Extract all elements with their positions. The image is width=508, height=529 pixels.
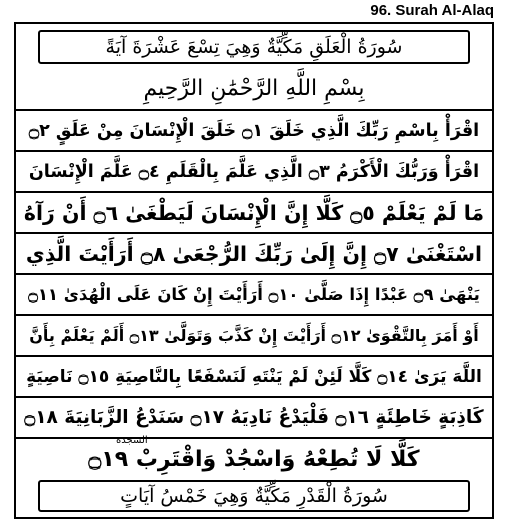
verse-line (16, 441, 492, 478)
verse-line (16, 316, 492, 355)
verse-line (16, 111, 492, 150)
verse-line-text: كَلَّا لَا تُطِعْهُ وَاسْجُدْ وَاقْتَرِبْ ۝١٩ (88, 447, 420, 472)
verse-line-text: مَا لَمْ يَعْلَمْ ۝٥ كَلَّا إِنَّ الْإِنْسَانَ لَيَطْغَىٰ ۝٦ أَنْ رَآهُ (23, 200, 485, 225)
next-surah-title: سُورَةُ الْقَدْرِ مَكِّيَّةٌ وَهِيَ خَمْسُ آيَاتٍ (120, 485, 388, 507)
surah-header-title: سُورَةُ الْعَلَقِ مَكِّيَّةٌ وَهِيَ تِسْعَ عَشْرَةَ آيَةً (105, 36, 403, 58)
verse-line-text: أَوْ أَمَرَ بِالتَّقْوَىٰ ۝١٢ أَرَأَيْتَ إِنْ كَذَّبَ وَتَوَلَّىٰ ۝١٣ أَلَمْ يَعْلَمْ بِأَنَّ (29, 326, 479, 345)
verse-line-text: اقْرَأْ وَرَبُّكَ الْأَكْرَمُ ۝٣ الَّذِي عَلَّمَ بِالْقَلَمِ ۝٤ عَلَّمَ الْإِنْسَانَ (28, 161, 480, 182)
verse-line-text: اسْتَغْنَىٰ ۝٧ إِنَّ إِلَىٰ رَبِّكَ الرُّجْعَىٰ ۝٨ أَرَأَيْتَ الَّذِي (25, 241, 483, 266)
verse-line-text: كَاذِبَةٍ خَاطِئَةٍ ۝١٦ فَلْيَدْعُ نَادِيَهُ ۝١٧ سَنَدْعُ الزَّبَانِيَةَ ۝١٨ (24, 407, 484, 428)
basmala-row (16, 68, 492, 108)
sajda-mark: السجدة (116, 435, 148, 446)
verse-line (16, 398, 492, 437)
verse-line (16, 152, 492, 191)
verse-line (16, 193, 492, 232)
verse-line-text: اقْرَأْ بِاسْمِ رَبِّكَ الَّذِي خَلَقَ ۝١ خَلَقَ الْإِنْسَانَ مِنْ عَلَقٍ ۝٢ (28, 120, 480, 141)
surah-header-ribbon (38, 30, 470, 64)
basmala-text: بِسْمِ اللَّهِ الرَّحْمَٰنِ الرَّحِيمِ (143, 75, 365, 101)
page-frame (14, 22, 494, 519)
verse-line (16, 275, 492, 314)
verse-line-text: اللَّهَ يَرَىٰ ۝١٤ كَلَّا لَئِنْ لَمْ يَنْتَهِ لَنَسْفَعًا بِالنَّاصِيَةِ ۝١٥ نَاصِيَةٍ (26, 367, 482, 387)
next-surah-ribbon (38, 480, 470, 512)
page-caption: 96. Surah Al-Alaq (370, 2, 494, 19)
verse-line (16, 357, 492, 396)
verse-line (16, 234, 492, 273)
verse-line-text: يَنْهَىٰ ۝٩ عَبْدًا إِذَا صَلَّىٰ ۝١٠ أَرَأَيْتَ إِنْ كَانَ عَلَى الْهُدَىٰ ۝١١ (28, 285, 480, 304)
line-divider (16, 437, 492, 439)
